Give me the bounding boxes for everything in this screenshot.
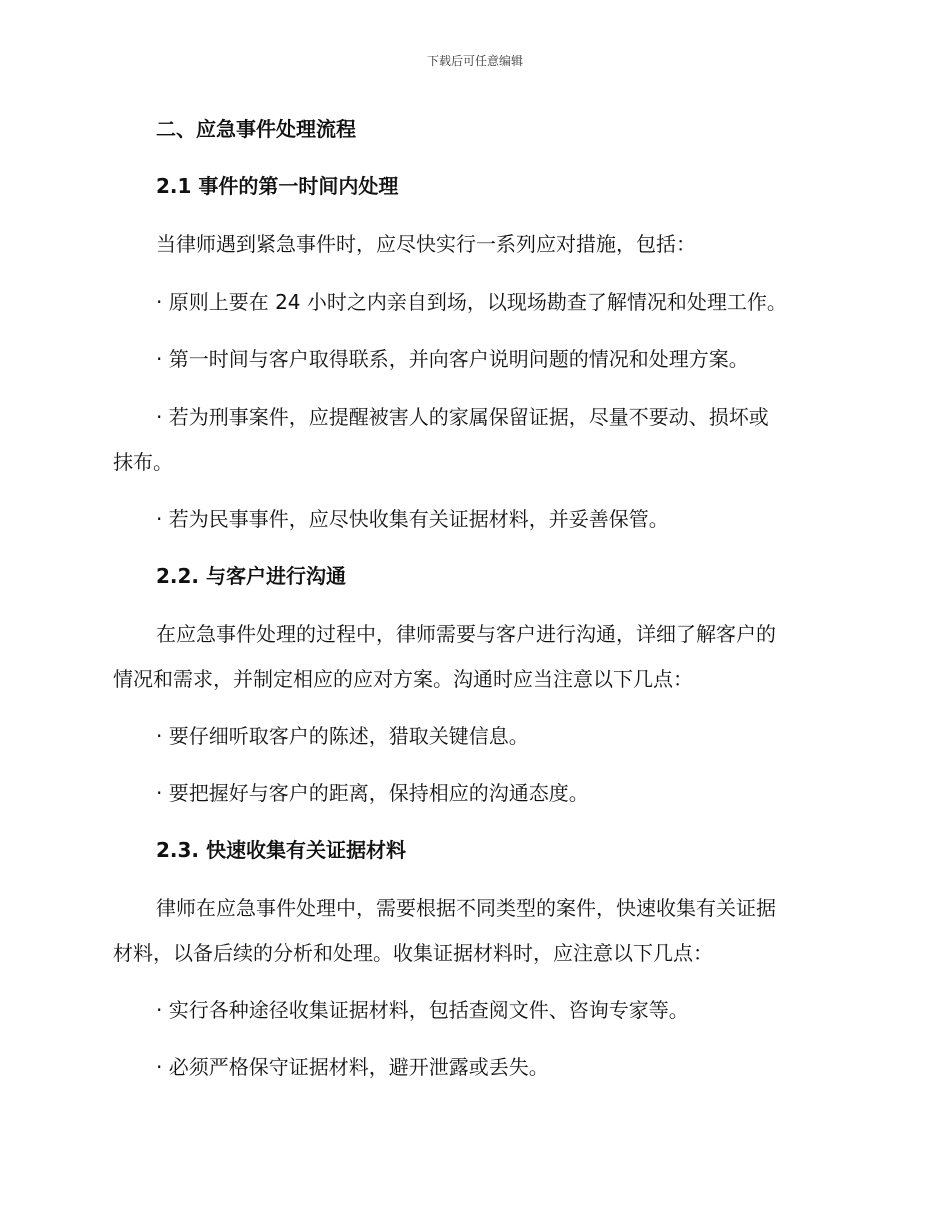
bullet-item: · 必须严格保守证据材料，避开泄露或丢失。 — [156, 1055, 549, 1079]
bullet-item: · 原则上要在 24 小时之内亲自到场，以现场勘查了解情况和处理工作。 — [156, 290, 787, 314]
paragraph-2-3-line2: 材料，以备后续的分析和处理。收集证据材料时，应注意以下几点： — [113, 941, 713, 965]
subsection-heading-2-2: 2.2. 与客户进行沟通 — [156, 564, 346, 588]
bullet-item: · 若为刑事案件，应提醒被害人的家属保留证据，尽量不要动、损坏或 — [156, 405, 769, 429]
subsection-heading-2-1: 2.1 事件的第一时间内处理 — [156, 174, 399, 198]
bullet-item: · 若为民事事件，应尽快收集有关证据材料，并妥善保管。 — [156, 507, 669, 531]
page-header-note: 下载后可任意编辑 — [426, 54, 523, 68]
paragraph-2-2-line2: 情况和需求，并制定相应的应对方案。沟通时应当注意以下几点： — [113, 667, 693, 691]
bullet-item: · 第一时间与客户取得联系，并向客户说明问题的情况和处理方案。 — [156, 347, 749, 371]
subsection-heading-2-3: 2.3. 快速收集有关证据材料 — [156, 838, 406, 862]
paragraph-2-3-line1: 律师在应急事件处理中，需要根据不同类型的案件，快速收集有关证据 — [156, 896, 776, 920]
paragraph-2-2-line1: 在应急事件处理的过程中，律师需要与客户进行沟通，详细了解客户的 — [156, 622, 776, 646]
paragraph-intro-2-1: 当律师遇到紧急事件时，应尽快实行一系列应对措施，包括： — [156, 232, 696, 256]
bullet-item: · 要把握好与客户的距离，保持相应的沟通态度。 — [156, 781, 589, 805]
bullet-item: · 要仔细听取客户的陈述，猎取关键信息。 — [156, 724, 529, 748]
section-title: 二、应急事件处理流程 — [156, 117, 356, 141]
bullet-item-continuation: 抹布。 — [113, 450, 173, 474]
bullet-item: · 实行各种途径收集证据材料，包括查阅文件、咨询专家等。 — [156, 998, 689, 1022]
